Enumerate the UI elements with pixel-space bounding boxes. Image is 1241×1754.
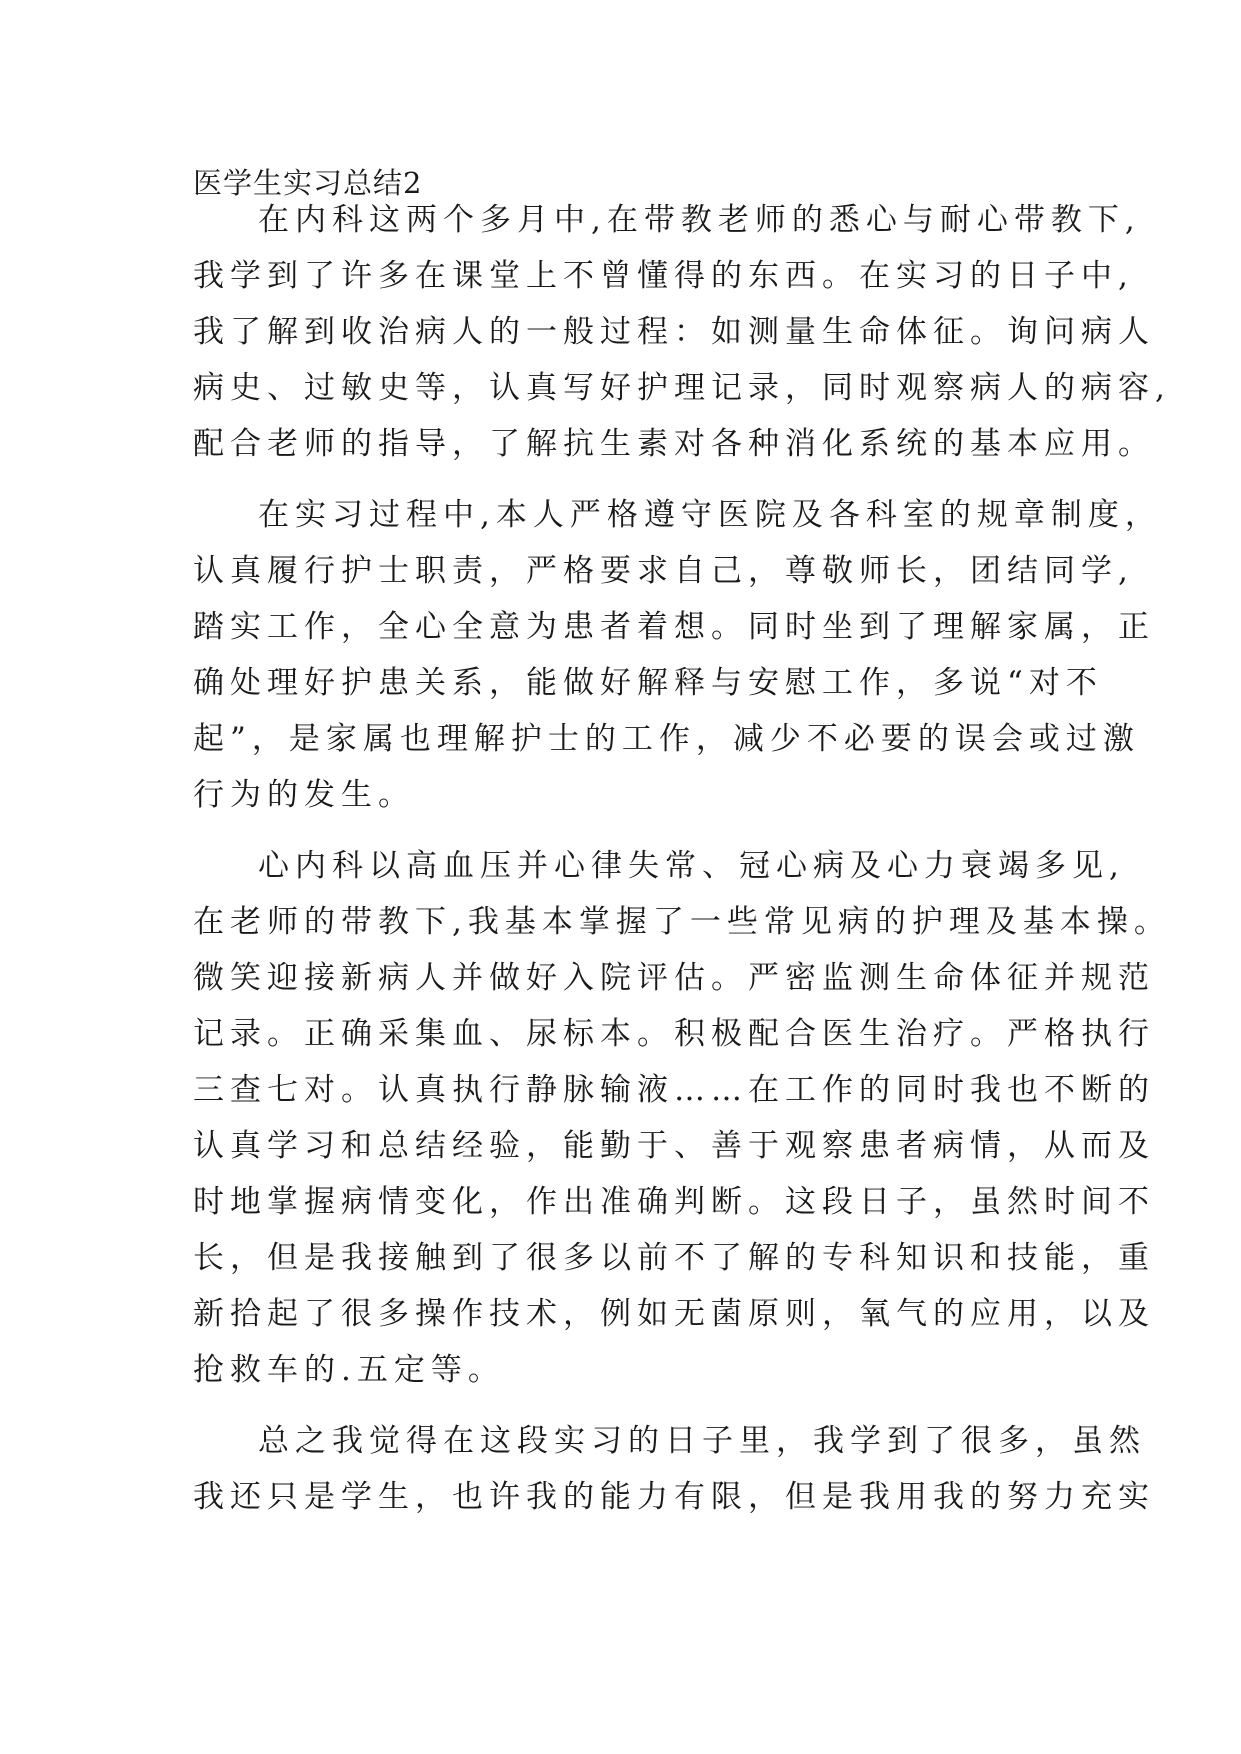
paragraph-line: 记录。正确采集血、尿标本。积极配合医生治疗。严格执行 [193, 1016, 1155, 1052]
paragraph-line: 踏实工作，全心全意为患者着想。同时坐到了理解家属，正 [193, 609, 1155, 645]
paragraph-line: 微笑迎接新病人并做好入院评估。严密监测生命体征并规范 [193, 960, 1155, 996]
paragraph-line: 配合老师的指导，了解抗生素对各种消化系统的基本应用。 [193, 426, 1155, 462]
paragraph-line: 时地掌握病情变化，作出准确判断。这段日子，虽然时间不 [193, 1184, 1155, 1220]
paragraph-line: 认真履行护士职责，严格要求自己，尊敬师长，团结同学, [193, 553, 1134, 589]
paragraph-line: 在实习过程中,本人严格遵守医院及各科室的规章制度， [258, 497, 1162, 533]
paragraph-line: 行为的发生。 [193, 777, 415, 813]
paragraph-line: 我学到了许多在课堂上不曾懂得的东西。在实习的日子中, [193, 258, 1134, 294]
paragraph-line: 新拾起了很多操作技术，例如无菌原则，氧气的应用，以及 [193, 1296, 1155, 1332]
document-title: 医学生实习总结2 [193, 166, 423, 200]
paragraph-line: 心内科以高血压并心律失常、冠心病及心力衰竭多见, [258, 848, 1125, 884]
paragraph-line: 在老师的带教下,我基本掌握了一些常见病的护理及基本操。 [193, 904, 1171, 940]
paragraph-line: 总之我觉得在这段实习的日子里，我学到了很多，虽然 [258, 1423, 1146, 1459]
paragraph-line: 三查七对。认真执行静脉输液……在工作的同时我也不断的 [193, 1072, 1155, 1108]
paragraph-line: 抢救车的.五定等。 [193, 1352, 505, 1388]
paragraph-line: 病史、过敏史等，认真写好护理记录，同时观察病人的病容, [193, 370, 1171, 406]
paragraph-line: 起”，是家属也理解护士的工作，减少不必要的误会或过激 [193, 721, 1140, 757]
paragraph-line: 我还只是学生，也许我的能力有限，但是我用我的努力充实 [193, 1479, 1155, 1515]
paragraph-line: 在内科这两个多月中,在带教老师的悉心与耐心带教下, [258, 202, 1141, 238]
paragraph-line: 认真学习和总结经验，能勤于、善于观察患者病情，从而及 [193, 1128, 1155, 1164]
paragraph-line: 长，但是我接触到了很多以前不了解的专科知识和技能，重 [193, 1240, 1155, 1276]
paragraph-line: 我了解到收治病人的一般过程：如测量生命体征。询问病人 [193, 314, 1155, 350]
paragraph-line: 确处理好护患关系，能做好解释与安慰工作，多说“对不 [193, 665, 1103, 701]
